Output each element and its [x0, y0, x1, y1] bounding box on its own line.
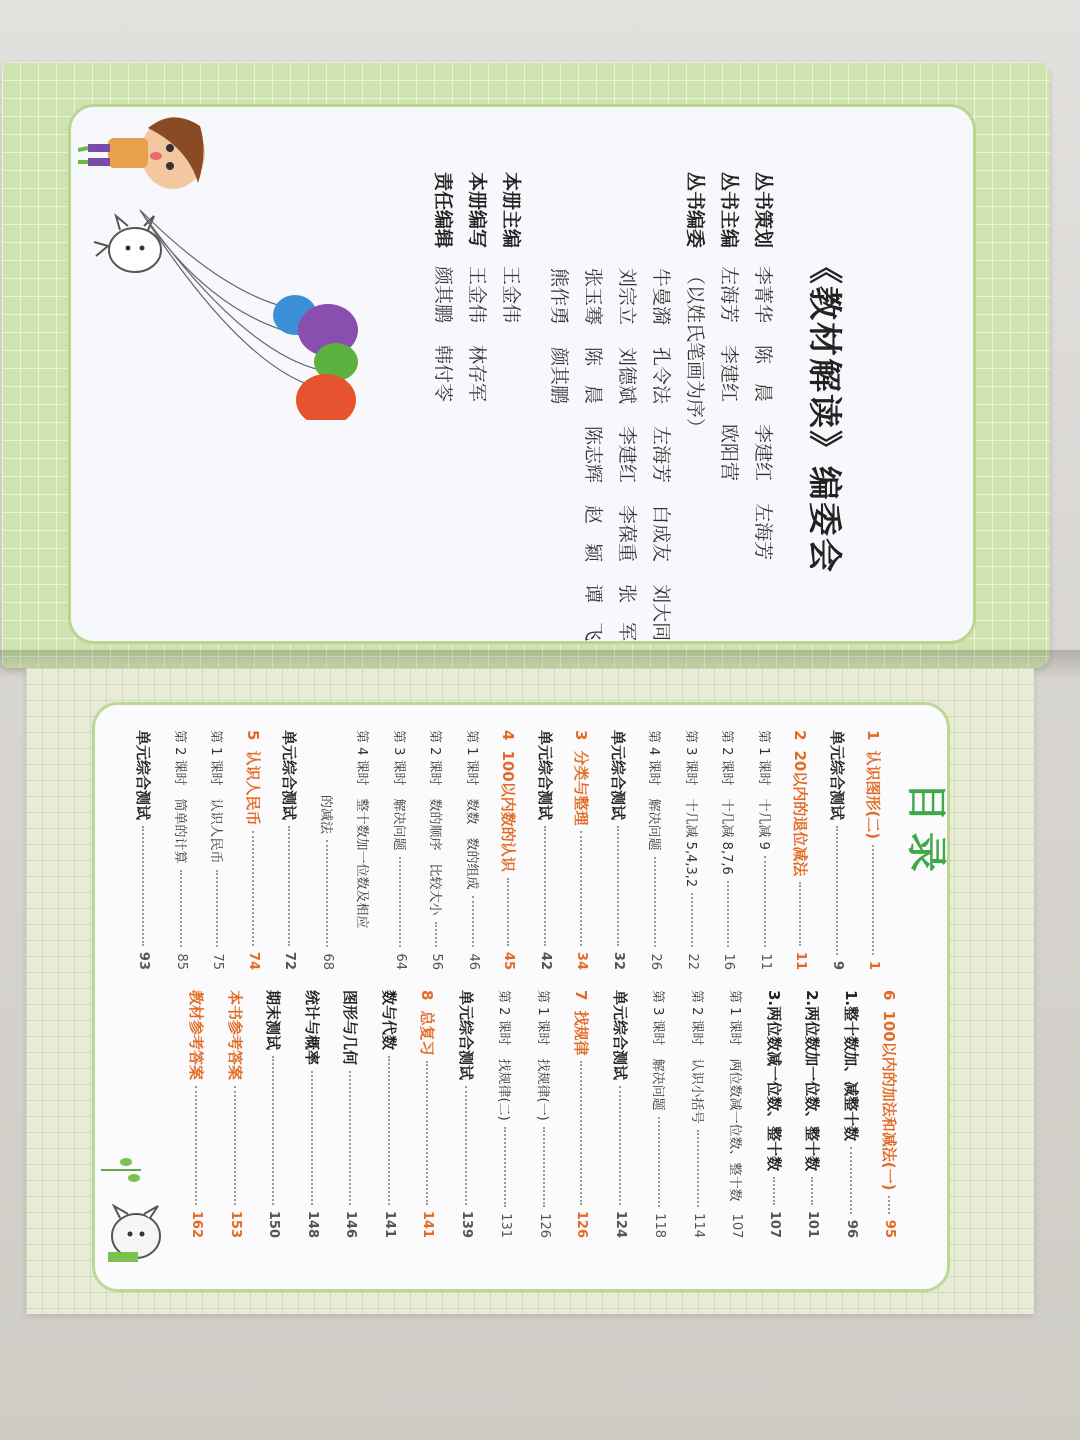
toc-dot-leader	[472, 896, 474, 948]
toc-entry-label: 20以内的退位减法	[791, 750, 809, 877]
toc-page-number: 11	[757, 953, 773, 970]
toc-unit-number: 6	[880, 990, 899, 1001]
toc-dot-leader	[143, 826, 145, 946]
board-member-name: 颜其鹏	[548, 347, 570, 405]
toc-dot-leader	[581, 1061, 583, 1204]
toc-dot-leader	[619, 1086, 621, 1205]
toc-test-row[interactable]	[608, 730, 629, 970]
toc-entry-label: 第 1 课时 认识人民币	[208, 730, 223, 864]
toc-test-row[interactable]	[764, 990, 785, 1238]
board-line	[615, 172, 642, 663]
toc-entry-label: 单元综合测试	[610, 990, 629, 1081]
toc-unit-number: 7	[572, 990, 591, 1001]
toc-dot-leader	[465, 1086, 467, 1205]
board-member-name: 李葆重	[616, 505, 638, 563]
toc-dot-leader	[180, 870, 182, 948]
toc-page-number: 141	[420, 1210, 435, 1238]
toc-page-number: 162	[189, 1210, 204, 1238]
toc-dot-leader	[697, 1130, 699, 1208]
toc-test-row[interactable]	[802, 990, 823, 1238]
toc-unit-row[interactable]	[417, 990, 438, 1238]
board-member-name: 陈 晨	[582, 347, 604, 405]
toc-entry-label: 第 3 课时 十几减 5,4,3,2	[682, 730, 698, 888]
toc-entry-label: 100以内的加法和减法(一)	[880, 1010, 898, 1191]
toc-test-row[interactable]	[456, 990, 477, 1238]
toc-page-number: 32	[610, 951, 626, 970]
toc-test-row[interactable]	[340, 990, 361, 1238]
toc-entry-label: 本书参考答案	[225, 990, 244, 1081]
toc-lesson-row[interactable]	[756, 730, 775, 970]
toc-page-number: 74	[245, 951, 261, 970]
board-member-name: 韩付苓	[432, 345, 454, 403]
toc-lesson-row[interactable]	[391, 730, 410, 970]
board-member-name: 左海芳	[718, 266, 740, 324]
board-member-name: 颜其鹏	[432, 266, 454, 324]
toc-page-number: 118	[652, 1213, 667, 1238]
toc-dot-leader	[850, 1147, 852, 1214]
board-member-name: 李建红	[752, 424, 774, 482]
toc-test-row[interactable]	[302, 990, 323, 1238]
board-role: 丛书策划	[752, 172, 774, 249]
board-member-name: 陈 晨	[752, 345, 774, 403]
toc-lesson-row[interactable]	[719, 730, 738, 970]
toc-unit-number: 3	[572, 730, 591, 741]
toc-entry-label: 教材参考答案	[187, 990, 205, 1081]
board-member-name: 李建红	[616, 426, 638, 484]
toc-unit-row[interactable]	[571, 990, 592, 1238]
toc-test-row[interactable]	[841, 990, 862, 1238]
toc-dot-leader	[505, 1127, 507, 1207]
toc-page-number: 75	[210, 953, 225, 970]
toc-entry-label: 认识人民币	[243, 750, 262, 826]
toc-dot-leader	[273, 1056, 275, 1205]
toc-dot-leader	[728, 881, 730, 948]
toc-entry-label: 第 1 课时 数数 数的组成	[463, 730, 479, 890]
toc-dot-leader	[289, 826, 291, 946]
toc-entry-label: 找规律	[572, 1010, 590, 1056]
toc-dot-leader	[543, 1127, 545, 1207]
toc-entry-label: 第 2 课时 数的顺序 比较大小	[427, 730, 442, 916]
board-member-name: 谭 飞	[582, 584, 604, 642]
toc-page-number: 153	[227, 1210, 243, 1238]
toc-page-number: 85	[173, 953, 189, 970]
toc-entry-label: 统计与概率	[302, 990, 321, 1066]
sprout-icon	[96, 1150, 146, 1190]
board-member-name: 张 军	[616, 584, 638, 642]
toc-entry-label: 第 1 课时 找规律(一)	[534, 990, 550, 1121]
board-line	[581, 172, 608, 663]
toc-dot-leader	[812, 1177, 814, 1205]
toc-entry-label: 单元综合测试	[608, 730, 627, 821]
toc-page-number: 148	[304, 1210, 320, 1238]
toc-unit-row[interactable]	[498, 730, 519, 970]
toc-page-number: 124	[612, 1210, 628, 1238]
toc-entry-label: 单元综合测试	[134, 730, 152, 821]
toc-entry-label: 单元综合测试	[456, 990, 475, 1081]
toc-test-row[interactable]	[279, 730, 300, 970]
toc-dot-leader	[217, 870, 219, 948]
cat-corner-icon	[100, 1200, 170, 1270]
toc-test-row[interactable]	[535, 730, 556, 970]
toc-page-number: 146	[343, 1210, 358, 1238]
toc-entry-label: 认识图形(二)	[864, 750, 882, 840]
toc-dot-leader	[252, 831, 254, 945]
toc-page-number: 26	[648, 953, 663, 970]
toc-entry-label: 单元综合测试	[827, 730, 846, 821]
toc-test-row[interactable]	[610, 990, 631, 1238]
toc-entry-label: 第 3 课时 解决问题	[650, 990, 665, 1111]
toc-dot-leader	[581, 831, 583, 945]
board-line	[431, 172, 458, 424]
toc-page-number: 16	[721, 953, 736, 970]
toc-page-number: 34	[574, 951, 589, 970]
toc-entry-label: 第 1 课时 十几减 9	[755, 730, 771, 850]
board-line	[649, 172, 676, 663]
toc-lesson-row[interactable]	[650, 990, 669, 1238]
toc-page-number: 126	[574, 1210, 589, 1238]
toc-page-number: 45	[501, 951, 516, 970]
board-member-name: 王金伟	[500, 266, 522, 324]
board-member-name: 王金伟	[466, 266, 488, 324]
toc-dot-leader	[311, 1071, 313, 1205]
toc-dot-leader	[196, 1086, 198, 1205]
board-line	[717, 172, 744, 503]
toc-dot-leader	[617, 826, 619, 946]
toc-page-number: 95	[882, 1219, 897, 1238]
toc-entry-label: 分类与整理	[572, 750, 590, 826]
toc-test-row[interactable]	[263, 990, 284, 1238]
board-line	[547, 172, 574, 426]
toc-page-number: 131	[498, 1213, 513, 1238]
toc-entry-label: 第 2 课时 找规律(二)	[496, 990, 511, 1121]
toc-lesson-row[interactable]	[208, 730, 227, 970]
board-member-name: 张玉骞	[582, 268, 604, 326]
toc-unit-number: 5	[244, 730, 262, 741]
toc-page-number: 93	[136, 951, 151, 970]
toc-page-number: 126	[536, 1213, 552, 1238]
board-member-name: 李菁华	[752, 266, 774, 324]
toc-page-number: 150	[266, 1210, 281, 1238]
board-member-name: 刘德斌	[616, 347, 638, 405]
toc-dot-leader	[873, 845, 875, 955]
toc-unit-number: 8	[418, 990, 437, 1001]
toc-lesson-row[interactable]	[689, 990, 708, 1238]
toc-entry-label: 1.整十数加、减整十数	[841, 990, 860, 1142]
board-title: 《教材解读》编委会	[804, 250, 844, 574]
toc-dot-leader	[427, 1061, 429, 1204]
toc-page-number: 139	[458, 1210, 474, 1238]
board-line	[465, 172, 492, 424]
toc-dot-leader	[399, 857, 401, 948]
toc-entry-label: 单元综合测试	[535, 730, 554, 821]
toc-dot-leader	[350, 1071, 352, 1205]
toc-dot-leader	[773, 1177, 775, 1205]
toc-entry-label: 单元综合测试	[280, 730, 298, 821]
toc-entry-label: 2.两位数加一位数、整十数	[803, 990, 821, 1172]
toc-dot-leader	[544, 826, 546, 946]
toc-test-row[interactable]	[133, 730, 154, 970]
board-member-name: 林存军	[466, 345, 488, 403]
toc-dot-leader	[800, 882, 802, 946]
toc-lesson-row[interactable]	[683, 730, 702, 970]
toc-dot-leader	[388, 1056, 390, 1205]
board-line	[683, 172, 710, 459]
board-member-name: 牛曼漪	[650, 268, 672, 326]
toc-page-number: 22	[684, 953, 700, 970]
toc-page-number: 9	[829, 960, 845, 970]
toc-page-number: 141	[381, 1210, 397, 1238]
toc-unit-row[interactable]	[790, 730, 811, 970]
toc-dot-leader	[764, 856, 766, 948]
board-member-name: 李建红	[718, 345, 740, 403]
toc-unit-number: 4	[499, 730, 518, 741]
toc-dot-leader	[659, 1117, 661, 1208]
toc-entry-label: 第 1 课时 两位数减一位数、整十数	[727, 990, 742, 1202]
toc-entry-label: 第 3 课时 解决问题	[390, 730, 406, 851]
toc-dot-leader	[691, 893, 693, 947]
toc-entry-label: 第 4 课时 整十数加一位数及相应	[354, 730, 369, 929]
board-member-name: 刘大同	[650, 584, 672, 642]
board-member-name: 陈志辉	[582, 426, 604, 484]
board-member-name: 孔令法	[650, 347, 672, 405]
toc-lesson-row[interactable]	[318, 730, 337, 970]
toc-page-number: 72	[282, 951, 297, 970]
toc-lesson-row[interactable]	[496, 990, 515, 1238]
toc-page-number: 68	[319, 953, 335, 970]
board-line	[751, 172, 778, 582]
toc-page-number: 42	[537, 951, 553, 970]
toc-lesson-row[interactable]	[354, 730, 373, 970]
toc-entry-label: 期末测试	[264, 990, 282, 1051]
toc-unit-number: 2	[791, 730, 810, 741]
board-member-name: 熊作勇	[548, 268, 570, 326]
toc-dot-leader	[326, 840, 328, 947]
toc-unit-row[interactable]	[571, 730, 592, 970]
toc-page-number: 46	[465, 953, 481, 970]
toc-entry-label: 图形与几何	[341, 990, 359, 1066]
toc-page-number: 101	[805, 1210, 820, 1238]
toc-page-number: 64	[392, 953, 408, 970]
toc-entry-label: 第 2 课时 十几减 8,7,6	[719, 730, 734, 875]
toc-title: 目录	[903, 782, 949, 882]
toc-page-number: 56	[429, 953, 444, 970]
toc-dot-leader	[655, 857, 657, 948]
toc-dot-leader	[436, 922, 438, 948]
toc-page-number: 96	[843, 1219, 859, 1238]
toc-lesson-row[interactable]	[727, 990, 746, 1238]
toc-entry-label: 第 2 课时 简单的计算	[171, 730, 187, 864]
toc-lesson-row[interactable]	[464, 730, 483, 970]
board-line	[499, 172, 526, 345]
toc-page-number: 11	[793, 951, 808, 970]
board-role: 丛书编委	[684, 172, 706, 249]
toc-dot-leader	[889, 1196, 891, 1213]
toc-entry-label: 总复习	[418, 1010, 436, 1056]
toc-lesson-row[interactable]	[535, 990, 554, 1238]
toc-lesson-row[interactable]	[427, 730, 446, 970]
toc-entry-label: 第 2 课时 认识小括号	[688, 990, 704, 1124]
toc-unit-row[interactable]	[225, 990, 246, 1238]
toc-entry-label: 100以内数的认识	[499, 750, 517, 872]
toc-entry-label: 的减法	[317, 730, 333, 835]
balloons-icon	[130, 180, 390, 420]
toc-lesson-row[interactable]	[646, 730, 665, 970]
board-member-name: 左海芳	[650, 426, 672, 484]
board-role: 责任编辑	[432, 172, 454, 249]
toc-page-number: 1	[866, 960, 881, 970]
toc-dot-leader	[508, 878, 510, 946]
toc-page-number: 107	[766, 1210, 782, 1238]
toc-dot-leader	[836, 826, 838, 955]
board-member-name: 白成友	[650, 505, 672, 563]
board-member-name: 刘宗立	[616, 268, 638, 326]
board-role: 丛书主编	[718, 172, 740, 249]
board-member-name: 赵 颖	[582, 505, 604, 563]
toc-test-row[interactable]	[827, 730, 848, 970]
toc-unit-row[interactable]	[879, 990, 900, 1238]
toc-test-row[interactable]	[379, 990, 400, 1238]
toc-page-number: 107	[729, 1213, 744, 1239]
toc-unit-row[interactable]	[186, 990, 207, 1238]
board-member-name: 左海芳	[752, 503, 774, 561]
toc-entry-label: 3.两位数减一位数、整十数	[764, 990, 783, 1172]
toc-lesson-row[interactable]	[172, 730, 191, 970]
board-role: 本册主编	[500, 172, 522, 249]
toc-unit-row[interactable]	[243, 730, 264, 970]
toc-unit-row[interactable]	[863, 730, 884, 970]
board-role: 本册编写	[466, 172, 488, 249]
toc-entry-label: 数与代数	[379, 990, 398, 1051]
toc-unit-number: 1	[864, 730, 883, 741]
toc-page-number: 114	[690, 1213, 706, 1238]
toc-dot-leader	[234, 1086, 236, 1205]
toc-entry-label: 第 4 课时 解决问题	[646, 730, 661, 851]
board-member-name: （以姓氏笔画为序）	[684, 266, 706, 438]
board-member-name: 欧阳营	[718, 424, 740, 482]
